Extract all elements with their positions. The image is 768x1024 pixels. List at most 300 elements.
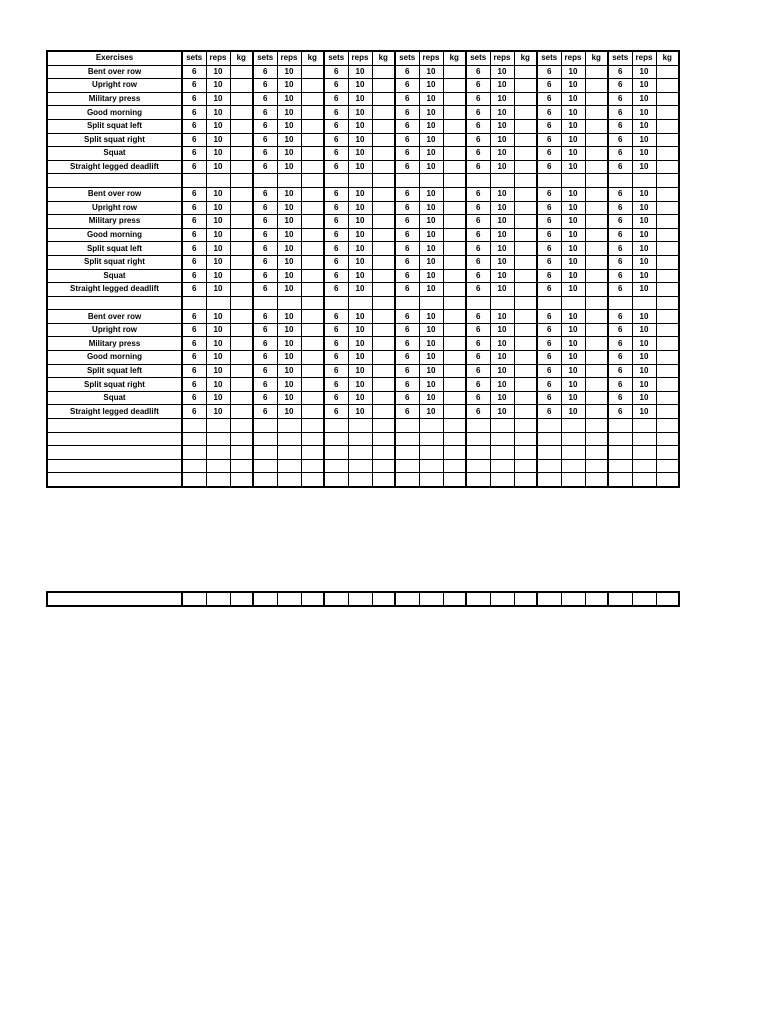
exercise-name-cell[interactable]: Split squat left [47, 119, 182, 133]
sets-cell[interactable]: 6 [182, 378, 206, 392]
reps-cell[interactable]: 10 [206, 283, 230, 297]
reps-cell[interactable]: 10 [632, 351, 656, 365]
exercise-name-cell[interactable] [47, 296, 182, 310]
sets-cell[interactable]: 6 [182, 391, 206, 405]
sets-cell[interactable]: 6 [253, 405, 277, 419]
kg-cell[interactable] [656, 119, 679, 133]
sets-cell[interactable] [182, 432, 206, 446]
kg-cell[interactable] [301, 92, 324, 106]
sets-cell[interactable]: 6 [324, 364, 348, 378]
sets-cell[interactable]: 6 [324, 228, 348, 242]
reps-cell[interactable]: 10 [206, 133, 230, 147]
reps-cell[interactable]: 10 [632, 310, 656, 324]
sets-cell[interactable]: 6 [253, 106, 277, 120]
reps-cell[interactable] [419, 174, 443, 188]
sets-cell[interactable]: 6 [253, 228, 277, 242]
exercise-name-cell[interactable]: Military press [47, 215, 182, 229]
sets-cell[interactable]: 6 [395, 119, 419, 133]
sets-cell[interactable]: 6 [324, 79, 348, 93]
kg-cell[interactable] [514, 174, 537, 188]
kg-cell[interactable] [585, 378, 608, 392]
kg-cell[interactable] [656, 228, 679, 242]
reps-cell[interactable]: 10 [419, 242, 443, 256]
sets-cell[interactable]: 6 [395, 391, 419, 405]
reps-cell[interactable]: 10 [490, 405, 514, 419]
sets-cell[interactable]: 6 [395, 160, 419, 174]
reps-cell[interactable]: 10 [206, 364, 230, 378]
reps-cell[interactable] [277, 432, 301, 446]
reps-cell[interactable]: 10 [206, 106, 230, 120]
sets-cell[interactable] [253, 592, 277, 606]
reps-cell[interactable]: 10 [277, 242, 301, 256]
kg-cell[interactable] [585, 419, 608, 433]
kg-cell[interactable] [443, 337, 466, 351]
reps-cell[interactable]: 10 [632, 215, 656, 229]
reps-cell[interactable]: 10 [490, 92, 514, 106]
sets-cell[interactable]: 6 [253, 133, 277, 147]
sets-cell[interactable]: 6 [253, 378, 277, 392]
sets-cell[interactable]: 6 [324, 351, 348, 365]
sets-cell[interactable]: 6 [182, 106, 206, 120]
reps-cell[interactable]: 10 [490, 106, 514, 120]
sets-cell[interactable]: 6 [537, 283, 561, 297]
reps-cell[interactable]: 10 [348, 147, 372, 161]
exercise-name-cell[interactable]: Good morning [47, 106, 182, 120]
reps-cell[interactable]: 10 [632, 65, 656, 79]
reps-cell[interactable]: 10 [632, 160, 656, 174]
kg-cell[interactable] [514, 92, 537, 106]
sets-cell[interactable] [537, 296, 561, 310]
kg-cell[interactable] [230, 242, 253, 256]
reps-cell[interactable] [632, 419, 656, 433]
sets-cell[interactable]: 6 [466, 201, 490, 215]
kg-cell[interactable] [656, 133, 679, 147]
reps-cell[interactable]: 10 [348, 201, 372, 215]
sets-cell[interactable] [395, 446, 419, 460]
sets-cell[interactable]: 6 [608, 147, 632, 161]
sets-cell[interactable]: 6 [608, 79, 632, 93]
kg-cell[interactable] [372, 419, 395, 433]
sets-cell[interactable] [537, 592, 561, 606]
sets-cell[interactable]: 6 [182, 364, 206, 378]
sets-cell[interactable]: 6 [466, 215, 490, 229]
reps-cell[interactable] [419, 296, 443, 310]
sets-cell[interactable] [182, 446, 206, 460]
sets-cell[interactable] [182, 473, 206, 487]
kg-cell[interactable] [301, 255, 324, 269]
reps-cell[interactable]: 10 [348, 337, 372, 351]
kg-cell[interactable] [656, 215, 679, 229]
reps-cell[interactable]: 10 [490, 391, 514, 405]
kg-cell[interactable] [443, 106, 466, 120]
reps-cell[interactable]: 10 [277, 283, 301, 297]
reps-cell[interactable] [348, 473, 372, 487]
reps-cell[interactable]: 10 [277, 201, 301, 215]
kg-cell[interactable] [301, 405, 324, 419]
sets-cell[interactable] [608, 459, 632, 473]
exercise-name-cell[interactable]: Split squat left [47, 364, 182, 378]
reps-cell[interactable]: 10 [419, 351, 443, 365]
sets-cell[interactable] [537, 446, 561, 460]
exercise-name-cell[interactable]: Split squat right [47, 255, 182, 269]
sets-cell[interactable]: 6 [395, 242, 419, 256]
sets-cell[interactable]: 6 [182, 79, 206, 93]
sets-cell[interactable] [608, 592, 632, 606]
sets-cell[interactable]: 6 [466, 133, 490, 147]
sets-cell[interactable]: 6 [395, 255, 419, 269]
kg-cell[interactable] [301, 459, 324, 473]
kg-cell[interactable] [585, 592, 608, 606]
kg-cell[interactable] [230, 255, 253, 269]
kg-cell[interactable] [585, 446, 608, 460]
sets-cell[interactable]: 6 [182, 92, 206, 106]
sets-cell[interactable]: 6 [466, 187, 490, 201]
kg-cell[interactable] [230, 432, 253, 446]
sets-cell[interactable]: 6 [324, 242, 348, 256]
sets-cell[interactable] [253, 174, 277, 188]
sets-cell[interactable] [466, 419, 490, 433]
kg-cell[interactable] [656, 160, 679, 174]
sets-cell[interactable]: 6 [324, 92, 348, 106]
kg-cell[interactable] [443, 228, 466, 242]
kg-cell[interactable] [443, 255, 466, 269]
kg-cell[interactable] [443, 201, 466, 215]
sets-cell[interactable]: 6 [253, 242, 277, 256]
kg-cell[interactable] [514, 119, 537, 133]
kg-cell[interactable] [230, 391, 253, 405]
sets-cell[interactable]: 6 [608, 310, 632, 324]
reps-cell[interactable]: 10 [277, 351, 301, 365]
reps-cell[interactable] [490, 473, 514, 487]
kg-cell[interactable] [230, 473, 253, 487]
kg-cell[interactable] [301, 378, 324, 392]
reps-cell[interactable]: 10 [206, 378, 230, 392]
reps-cell[interactable]: 10 [632, 364, 656, 378]
sets-cell[interactable] [608, 174, 632, 188]
sets-cell[interactable]: 6 [608, 215, 632, 229]
kg-cell[interactable] [372, 473, 395, 487]
sets-cell[interactable]: 6 [253, 337, 277, 351]
exercise-name-cell[interactable]: Bent over row [47, 65, 182, 79]
reps-cell[interactable]: 10 [561, 364, 585, 378]
sets-cell[interactable] [182, 592, 206, 606]
reps-cell[interactable]: 10 [561, 147, 585, 161]
reps-cell[interactable] [561, 432, 585, 446]
reps-cell[interactable]: 10 [490, 187, 514, 201]
sets-cell[interactable] [395, 592, 419, 606]
reps-cell[interactable]: 10 [206, 391, 230, 405]
kg-cell[interactable] [585, 215, 608, 229]
kg-cell[interactable] [443, 446, 466, 460]
reps-cell[interactable]: 10 [419, 405, 443, 419]
sets-cell[interactable] [395, 419, 419, 433]
kg-cell[interactable] [372, 323, 395, 337]
sets-cell[interactable]: 6 [537, 106, 561, 120]
exercise-name-cell[interactable]: Bent over row [47, 310, 182, 324]
kg-cell[interactable] [443, 351, 466, 365]
sets-cell[interactable] [324, 296, 348, 310]
sets-cell[interactable]: 6 [324, 65, 348, 79]
kg-cell[interactable] [372, 446, 395, 460]
kg-cell[interactable] [443, 459, 466, 473]
kg-cell[interactable] [585, 323, 608, 337]
kg-cell[interactable] [230, 364, 253, 378]
sets-cell[interactable]: 6 [253, 323, 277, 337]
kg-cell[interactable] [656, 337, 679, 351]
sets-cell[interactable]: 6 [466, 310, 490, 324]
sets-cell[interactable]: 6 [324, 201, 348, 215]
reps-cell[interactable]: 10 [561, 65, 585, 79]
exercise-name-cell[interactable] [47, 174, 182, 188]
sets-cell[interactable]: 6 [537, 364, 561, 378]
kg-cell[interactable] [301, 242, 324, 256]
kg-cell[interactable] [301, 269, 324, 283]
reps-cell[interactable]: 10 [277, 405, 301, 419]
kg-cell[interactable] [585, 174, 608, 188]
reps-cell[interactable]: 10 [632, 133, 656, 147]
reps-cell[interactable] [348, 419, 372, 433]
kg-cell[interactable] [372, 160, 395, 174]
reps-cell[interactable]: 10 [561, 187, 585, 201]
sets-cell[interactable]: 6 [466, 337, 490, 351]
reps-cell[interactable] [277, 296, 301, 310]
reps-cell[interactable]: 10 [561, 283, 585, 297]
sets-cell[interactable]: 6 [537, 228, 561, 242]
kg-cell[interactable] [301, 446, 324, 460]
kg-cell[interactable] [656, 187, 679, 201]
sets-cell[interactable]: 6 [608, 242, 632, 256]
reps-cell[interactable] [561, 174, 585, 188]
kg-cell[interactable] [372, 283, 395, 297]
reps-cell[interactable]: 10 [490, 378, 514, 392]
sets-cell[interactable]: 6 [253, 92, 277, 106]
sets-cell[interactable]: 6 [324, 310, 348, 324]
reps-cell[interactable]: 10 [348, 378, 372, 392]
sets-cell[interactable]: 6 [253, 65, 277, 79]
reps-cell[interactable]: 10 [419, 310, 443, 324]
kg-cell[interactable] [514, 473, 537, 487]
sets-cell[interactable]: 6 [466, 106, 490, 120]
sets-cell[interactable]: 6 [466, 255, 490, 269]
kg-cell[interactable] [301, 419, 324, 433]
reps-cell[interactable]: 10 [206, 119, 230, 133]
reps-cell[interactable] [632, 592, 656, 606]
reps-cell[interactable]: 10 [206, 255, 230, 269]
kg-cell[interactable] [514, 242, 537, 256]
reps-cell[interactable]: 10 [277, 187, 301, 201]
sets-cell[interactable]: 6 [608, 119, 632, 133]
sets-cell[interactable]: 6 [182, 119, 206, 133]
kg-cell[interactable] [656, 269, 679, 283]
reps-cell[interactable] [206, 419, 230, 433]
exercise-name-cell[interactable]: Squat [47, 391, 182, 405]
kg-cell[interactable] [656, 592, 679, 606]
sets-cell[interactable]: 6 [537, 79, 561, 93]
kg-cell[interactable] [372, 255, 395, 269]
reps-cell[interactable] [348, 592, 372, 606]
kg-cell[interactable] [656, 106, 679, 120]
reps-cell[interactable]: 10 [206, 147, 230, 161]
reps-cell[interactable] [419, 473, 443, 487]
kg-cell[interactable] [585, 79, 608, 93]
reps-cell[interactable]: 10 [206, 310, 230, 324]
reps-cell[interactable]: 10 [632, 242, 656, 256]
sets-cell[interactable]: 6 [395, 283, 419, 297]
sets-cell[interactable] [182, 174, 206, 188]
kg-cell[interactable] [443, 65, 466, 79]
sets-cell[interactable]: 6 [324, 215, 348, 229]
sets-cell[interactable]: 6 [466, 405, 490, 419]
kg-cell[interactable] [514, 323, 537, 337]
sets-cell[interactable]: 6 [395, 106, 419, 120]
exercise-name-cell[interactable] [47, 419, 182, 433]
reps-cell[interactable]: 10 [561, 405, 585, 419]
reps-cell[interactable]: 10 [419, 201, 443, 215]
exercise-name-cell[interactable]: Good morning [47, 351, 182, 365]
sets-cell[interactable] [466, 473, 490, 487]
kg-cell[interactable] [230, 174, 253, 188]
sets-cell[interactable] [395, 473, 419, 487]
kg-cell[interactable] [585, 119, 608, 133]
sets-cell[interactable]: 6 [182, 215, 206, 229]
kg-cell[interactable] [514, 228, 537, 242]
kg-cell[interactable] [372, 92, 395, 106]
sets-cell[interactable]: 6 [324, 269, 348, 283]
kg-cell[interactable] [443, 296, 466, 310]
sets-cell[interactable]: 6 [395, 187, 419, 201]
kg-cell[interactable] [372, 79, 395, 93]
reps-cell[interactable]: 10 [632, 201, 656, 215]
sets-cell[interactable]: 6 [537, 133, 561, 147]
sets-cell[interactable]: 6 [324, 106, 348, 120]
reps-cell[interactable]: 10 [419, 283, 443, 297]
reps-cell[interactable] [277, 473, 301, 487]
kg-cell[interactable] [301, 391, 324, 405]
sets-cell[interactable]: 6 [182, 283, 206, 297]
kg-cell[interactable] [514, 133, 537, 147]
kg-cell[interactable] [443, 592, 466, 606]
sets-cell[interactable]: 6 [608, 201, 632, 215]
reps-cell[interactable] [490, 419, 514, 433]
kg-cell[interactable] [372, 187, 395, 201]
kg-cell[interactable] [514, 106, 537, 120]
reps-cell[interactable]: 10 [348, 269, 372, 283]
kg-cell[interactable] [230, 378, 253, 392]
sets-cell[interactable]: 6 [537, 310, 561, 324]
sets-cell[interactable]: 6 [253, 283, 277, 297]
reps-cell[interactable]: 10 [348, 323, 372, 337]
reps-cell[interactable] [206, 432, 230, 446]
sets-cell[interactable]: 6 [182, 201, 206, 215]
kg-cell[interactable] [230, 92, 253, 106]
reps-cell[interactable]: 10 [632, 391, 656, 405]
reps-cell[interactable]: 10 [490, 147, 514, 161]
sets-cell[interactable]: 6 [253, 147, 277, 161]
kg-cell[interactable] [585, 255, 608, 269]
sets-cell[interactable]: 6 [395, 92, 419, 106]
reps-cell[interactable]: 10 [419, 92, 443, 106]
reps-cell[interactable]: 10 [348, 351, 372, 365]
sets-cell[interactable] [324, 446, 348, 460]
reps-cell[interactable]: 10 [561, 79, 585, 93]
sets-cell[interactable]: 6 [253, 119, 277, 133]
sets-cell[interactable] [324, 473, 348, 487]
exercise-name-cell[interactable] [47, 432, 182, 446]
kg-cell[interactable] [656, 446, 679, 460]
reps-cell[interactable]: 10 [348, 106, 372, 120]
reps-cell[interactable]: 10 [490, 215, 514, 229]
kg-cell[interactable] [585, 106, 608, 120]
kg-cell[interactable] [443, 147, 466, 161]
kg-cell[interactable] [514, 405, 537, 419]
reps-cell[interactable]: 10 [206, 65, 230, 79]
sets-cell[interactable]: 6 [395, 364, 419, 378]
kg-cell[interactable] [372, 296, 395, 310]
sets-cell[interactable]: 6 [253, 187, 277, 201]
sets-cell[interactable] [608, 473, 632, 487]
sets-cell[interactable]: 6 [608, 133, 632, 147]
reps-cell[interactable] [206, 174, 230, 188]
kg-cell[interactable] [372, 269, 395, 283]
kg-cell[interactable] [656, 79, 679, 93]
reps-cell[interactable]: 10 [490, 79, 514, 93]
reps-cell[interactable]: 10 [206, 405, 230, 419]
reps-cell[interactable]: 10 [632, 119, 656, 133]
sets-cell[interactable]: 6 [324, 119, 348, 133]
sets-cell[interactable]: 6 [182, 255, 206, 269]
kg-cell[interactable] [443, 432, 466, 446]
sets-cell[interactable]: 6 [395, 228, 419, 242]
kg-cell[interactable] [372, 432, 395, 446]
reps-cell[interactable]: 10 [348, 187, 372, 201]
kg-cell[interactable] [443, 323, 466, 337]
kg-cell[interactable] [443, 419, 466, 433]
kg-cell[interactable] [585, 337, 608, 351]
kg-cell[interactable] [443, 92, 466, 106]
sets-cell[interactable]: 6 [182, 160, 206, 174]
reps-cell[interactable]: 10 [632, 92, 656, 106]
kg-cell[interactable] [514, 419, 537, 433]
sets-cell[interactable]: 6 [253, 79, 277, 93]
kg-cell[interactable] [301, 592, 324, 606]
kg-cell[interactable] [372, 242, 395, 256]
kg-cell[interactable] [656, 391, 679, 405]
sets-cell[interactable]: 6 [537, 405, 561, 419]
kg-cell[interactable] [585, 405, 608, 419]
reps-cell[interactable]: 10 [561, 269, 585, 283]
reps-cell[interactable]: 10 [277, 65, 301, 79]
sets-cell[interactable]: 6 [324, 255, 348, 269]
sets-cell[interactable]: 6 [537, 337, 561, 351]
reps-cell[interactable]: 10 [419, 133, 443, 147]
kg-cell[interactable] [372, 337, 395, 351]
kg-cell[interactable] [372, 106, 395, 120]
sets-cell[interactable]: 6 [395, 405, 419, 419]
reps-cell[interactable]: 10 [277, 215, 301, 229]
reps-cell[interactable]: 10 [206, 160, 230, 174]
sets-cell[interactable] [324, 419, 348, 433]
exercise-name-cell[interactable]: Split squat right [47, 133, 182, 147]
exercise-name-cell[interactable] [47, 459, 182, 473]
kg-cell[interactable] [443, 283, 466, 297]
reps-cell[interactable] [561, 419, 585, 433]
kg-cell[interactable] [656, 296, 679, 310]
reps-cell[interactable]: 10 [277, 378, 301, 392]
reps-cell[interactable]: 10 [206, 92, 230, 106]
reps-cell[interactable]: 10 [419, 79, 443, 93]
reps-cell[interactable] [419, 432, 443, 446]
kg-cell[interactable] [230, 106, 253, 120]
